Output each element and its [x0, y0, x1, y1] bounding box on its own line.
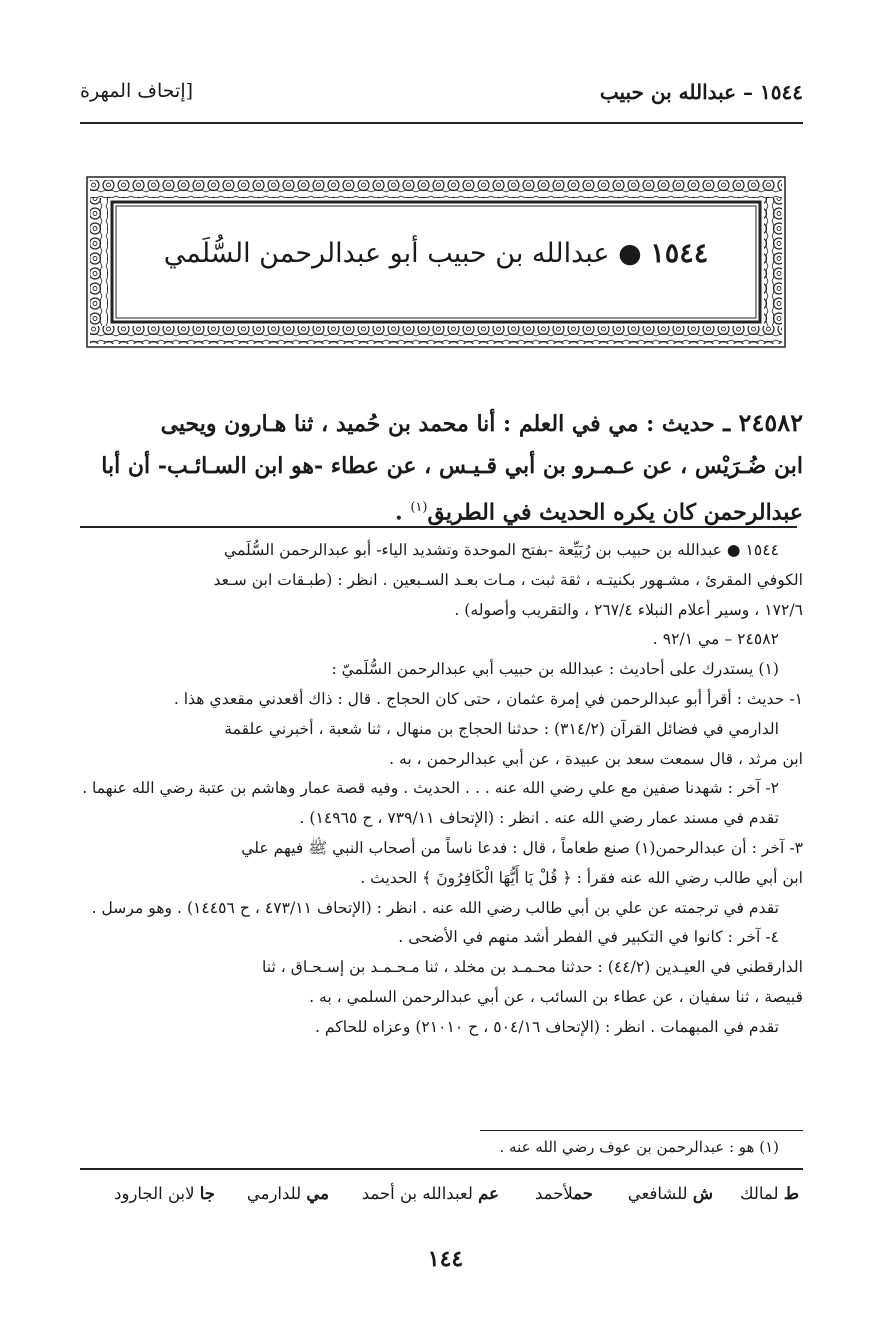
commentary-line: ٤- آخر : كانوا في التكبير في الفطر أشد منهم في الأضحى .	[398, 928, 779, 947]
siglum-key: ط	[783, 1184, 799, 1203]
commentary-line: الدارقطني في العيـدين (٤٤/٢) : حدثنا محـمـد بن مخلد ، ثنا مـحـمـد بن إسـحـاق ، ثنا	[262, 958, 803, 977]
main-rule	[80, 526, 797, 528]
commentary-line: قبيصة ، ثنا سفيان ، عن عطاء بن السائب ، عن أبي عبدالرحمن السلمي ، به .	[309, 987, 803, 1006]
commentary-line: ١- حديث : أقرأ أبو عبدالرحمن في إمرة عثمان ، حتى كان الحجاج . قال : ذاك أقعدني مقعدي هذا .	[173, 689, 803, 708]
commentary-line: تقدم في ترجمته عن علي بن أبي طالب رضي الله عنه . انظر : (الإتحاف ٤٧٣/١١ ، ح ١٤٤٥٦) . وهو مرسل .	[91, 898, 779, 917]
hadith-line-text: حديث : مي في العلم : أنا محمد بن حُميد ، ثنا هـارون ويحيى	[160, 411, 715, 437]
siglum-key: جا	[199, 1184, 215, 1203]
entry-number: ١٥٤٤	[650, 238, 709, 269]
siglum-value: لأحمد	[535, 1184, 574, 1203]
siglum-key: ش	[692, 1184, 713, 1203]
footnote-rule	[480, 1130, 803, 1131]
commentary-line: الدارمي في فضائل القرآن (٣١٤/٢) : حدثنا الحجاج بن منهال ، ثنا شعبة ، أخبرني علقمة	[224, 719, 779, 738]
siglum	[362, 1184, 499, 1203]
footnote-marker: (١)	[410, 500, 428, 515]
siglum	[740, 1184, 799, 1203]
siglum-value: لمالك	[739, 1184, 779, 1203]
page-number: ١٤٤	[427, 1246, 464, 1272]
commentary-line: ١٧٢/٦ ، وسير أعلام النبلاء ٢٦٧/٤ ، والتقريب وأصوله) .	[454, 600, 803, 619]
siglum-value: للدارمي	[246, 1184, 302, 1203]
commentary-line: ٢- آخر : شهدنا صفين مع علي رضي الله عنه . . . الحديث . وفيه قصة عمار وهاشم بن عتبة رضي الله عنهما .	[82, 779, 779, 798]
commentary-line: ٢٤٥٨٢ – مي ٩٢/١ .	[652, 630, 779, 649]
commentary-line: ابن مرثد ، قال سمعت سعد بن عبيدة ، عن أبي عبدالرحمن ، به .	[389, 749, 803, 768]
commentary	[80, 536, 803, 1043]
commentary-line: ابن أبي طالب رضي الله عنه فقرأ : ﴿ قُلْ يَا أَيُّهَا الْكَافِرُونَ ﴾ الحديث .	[360, 868, 803, 887]
hadith-end: .	[395, 499, 411, 526]
siglum-value: لعبدالله بن أحمد	[361, 1184, 473, 1203]
entry-name: عبدالله بن حبيب أبو عبدالرحمن السُّلَمي	[163, 238, 610, 269]
title-frame	[86, 176, 786, 348]
running-header	[80, 80, 803, 114]
sigla-rule	[80, 1168, 803, 1170]
siglum	[628, 1184, 713, 1203]
commentary-line: الكوفي المقرئ ، مشـهور بكنيتـه ، ثقة ثبت ، مـات بعـد السـبعين . انظر : (طبـقات ابن سـعد	[213, 570, 803, 589]
commentary-line: ١٥٤٤ ● عبدالله بن حبيب بن رُبَيِّعة -بفتح الموحدة وتشديد الياء- أبو عبدالرحمن السُّلَمي	[224, 541, 779, 559]
commentary-line: ٣- آخر : أن عبدالرحمن(١) صنع طعاماً ، قال : فدعا ناساً من أصحاب النبي ﷺ فيهم علي	[241, 838, 803, 857]
commentary-line: تقدم في مسند عمار رضي الله عنه . انظر : (الإتحاف ٧٣٩/١١ ، ح ١٤٩٦٥) .	[299, 809, 779, 828]
siglum-value: للشافعي	[627, 1184, 688, 1203]
hadith-line	[80, 445, 803, 487]
siglum-key: مي	[306, 1184, 329, 1203]
hadith-line-text: عبدالرحمن كان يكره الحديث في الطريق	[427, 499, 803, 526]
siglum	[114, 1184, 215, 1203]
hadith-line-text: ابن ضُـرَيْس ، عن عـمـرو بن أبي قـيـس ، عن عطاء -هو ابن السـائـب- أن أبا	[101, 453, 803, 479]
commentary-line: (١) يستدرك على أحاديث : عبدالله بن حبيب أبي عبدالرحمن السُّلَميّ :	[331, 660, 779, 679]
entry-title	[86, 238, 786, 269]
running-header-section: ١٥٤٤ – عبدالله بن حبيب	[599, 80, 803, 104]
hadith-number: ٢٤٥٨٢ ـ	[714, 408, 803, 437]
siglum-value: لابن الجارود	[114, 1184, 195, 1203]
entry-bullet: ●	[618, 238, 642, 269]
siglum-key: حم	[573, 1184, 593, 1203]
running-header-book: [إتحاف المهرة	[80, 80, 194, 102]
siglum	[535, 1184, 593, 1203]
header-rule	[80, 122, 803, 124]
sigla-legend	[80, 1184, 799, 1214]
commentary-line: تقدم في المبهمات . انظر : (الإتحاف ٥٠٤/١٦ ، ح ٢١٠١٠) وعزاه للحاكم .	[315, 1017, 779, 1036]
siglum-key: عم	[478, 1184, 499, 1203]
siglum	[247, 1184, 329, 1203]
footnote: (١) هو : عبدالرحمن بن عوف رضي الله عنه .	[499, 1138, 779, 1156]
hadith-text	[80, 402, 803, 533]
hadith-line	[80, 402, 803, 445]
